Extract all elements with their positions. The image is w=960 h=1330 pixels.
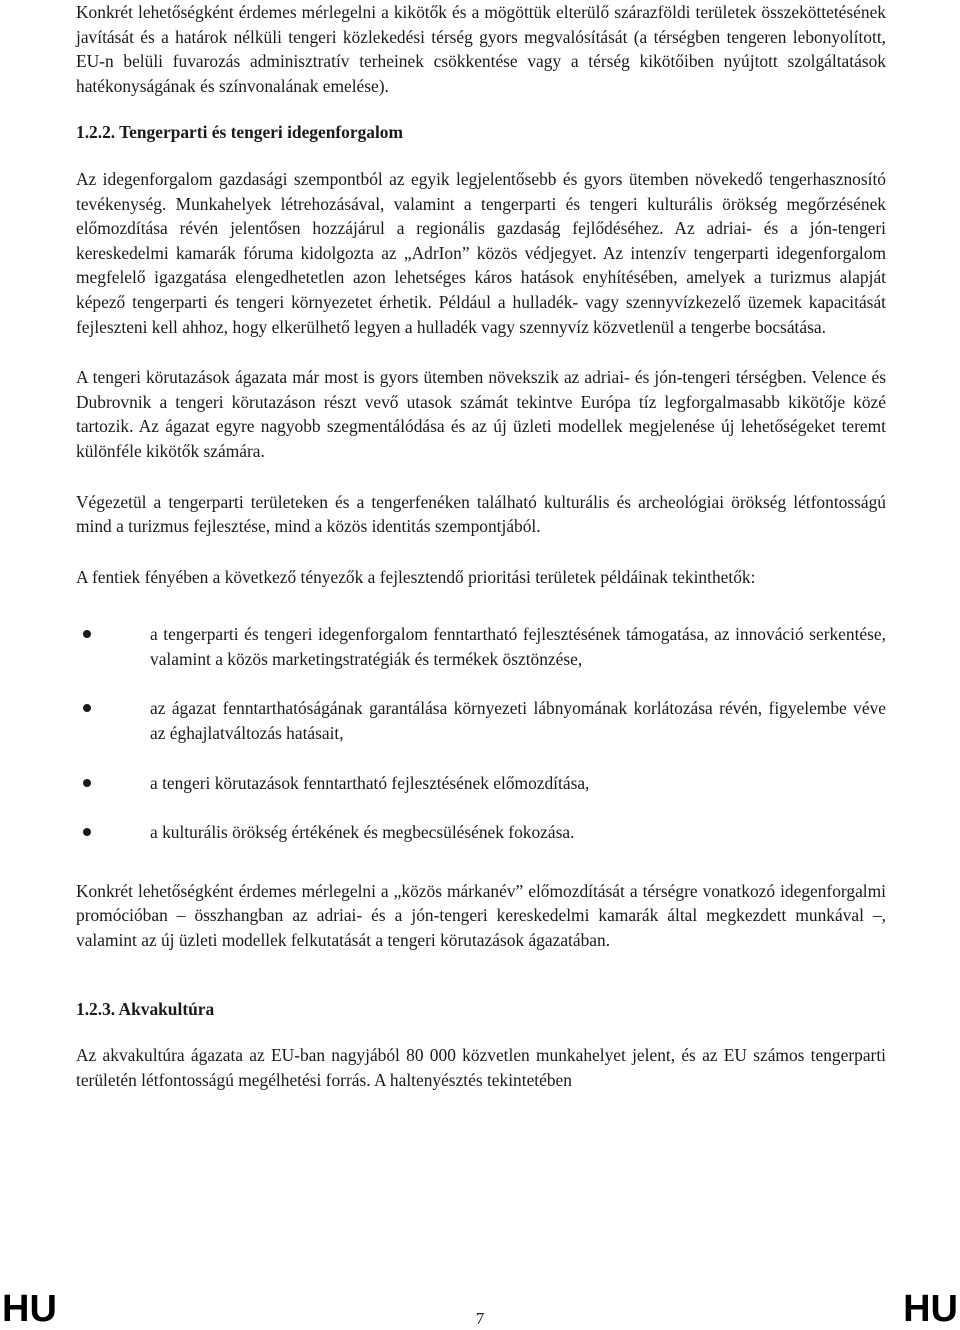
section-heading-aquaculture: 1.2.3. Akvakultúra	[76, 998, 215, 1019]
paragraph-aquaculture: Az akvakultúra ágazata az EU-ban nagyjából 80 000 közvetlen munkahelyet jelent, és az EU számos tengerparti területén létfontosságú megélhetési forrás. A haltenyésztés tekintetében	[76, 1045, 886, 1090]
paragraph-brand-promotion: Konkrét lehetőségként érdemes mérlegelni a „közös márkanév” előmozdítását a térségre vonatkozó idegenforgalmi promócióban – összhangban az adriai- és a jón-tengeri kereskedelmi kamarák által megkezdett munkával –, valamint az új üzleti modellek felkutatását a tengeri körutazások ágazatában.	[76, 880, 886, 951]
footer-language-label-left: HU	[2, 1288, 57, 1330]
list-item-text: a tengerparti és tengeri idegenforgalom fenntartható fejlesztésének támogatása, az innováció serkentése, valamint a közös marketingstratégiák és termékek ösztönzése,	[150, 624, 886, 669]
bullet-icon	[83, 704, 91, 712]
list-item	[76, 696, 886, 745]
document-body	[76, 0, 886, 1092]
list-item	[76, 771, 886, 796]
page-number: 7	[475, 1309, 485, 1328]
section-heading-tourism: 1.2.2. Tengerparti és tengeri idegenforgalom	[76, 122, 403, 143]
list-item-text: a tengeri körutazások fenntartható fejlesztésének előmozdítása,	[150, 772, 590, 793]
bullet-icon	[83, 779, 91, 787]
list-item-text: a kulturális örökség értékének és megbecsülésének fokozása.	[150, 822, 575, 843]
list-item	[76, 820, 886, 845]
paragraph-port-connectivity: Konkrét lehetőségként érdemes mérlegelni a kikötők és a mögöttük elterülő szárazföldi területek összeköttetésének javítását és a határok nélküli tengeri közlekedési térség gyors megvalósítását (a térségben tengeren lebonyolított, EU-n belüli fuvarozás adminisztratív terheinek csökkentése vagy a térség kikötőiben nyújtott szolgáltatások hatékonyságának és színvonalának emelése).	[76, 2, 886, 96]
paragraph-cruise-sector: A tengeri körutazások ágazata már most is gyors ütemben növekszik az adriai- és jón-tengeri térségben. Velence és Dubrovnik a tengeri körutazáson részt vevő utasok számát tekintve Európa tíz legforgalmasabb kikötője közé tartozik. Az ágazat egyre nagyobb szegmentálódása és az új üzleti modellek megjelenése új lehetőségeket teremt különféle kikötők számára.	[76, 367, 886, 461]
bullet-icon	[83, 828, 91, 836]
list-item	[76, 622, 886, 671]
paragraph-cultural-heritage: Végezetül a tengerparti területeken és a tengerfenéken található kulturális és archeológiai örökség létfontosságú mind a turizmus fejlesztése, mind a közös identitás szempontjából.	[76, 491, 886, 537]
bullet-icon	[83, 630, 91, 638]
footer-language-label-right: HU	[903, 1288, 958, 1330]
paragraph-priority-intro: A fentiek fényében a következő tényezők a fejlesztendő prioritási területek példáinak tekinthetők:	[76, 566, 756, 587]
list-item-text: az ágazat fenntarthatóságának garantálása környezeti lábnyomának korlátozása révén, figyelembe véve az éghajlatváltozás hatásait,	[150, 698, 886, 744]
paragraph-tourism-overview: Az idegenforgalom gazdasági szempontból az egyik legjelentősebb és gyors ütemben növekedő tengerhasznosító tevékenység. Munkahelyek létrehozásával, valamint a tengerparti és tengeri kulturális örökség megőrzésének előmozdítása révén jelentősen hozzájárul a regionális gazdaság fejlődéséhez. Az adriai- és a jón-tengeri kereskedelmi kamarák fóruma kidolgozta az „AdrIon” közös védjegyet. Az intenzív tengerparti idegenforgalom megfelelő igazgatása elengedhetetlen azon lehetséges káros hatások enyhítésében, amelyek a turizmus alapját képező tengerparti és tengeri környezetet érhetik. Például a hulladék- vagy szennyvízkezelő üzemek kapacitását fejleszteni kell ahhoz, hogy elkerülhető legyen a hulladék vagy szennyvíz közvetlenül a tengerbe bocsátása.	[76, 168, 886, 337]
priority-list	[76, 622, 886, 845]
